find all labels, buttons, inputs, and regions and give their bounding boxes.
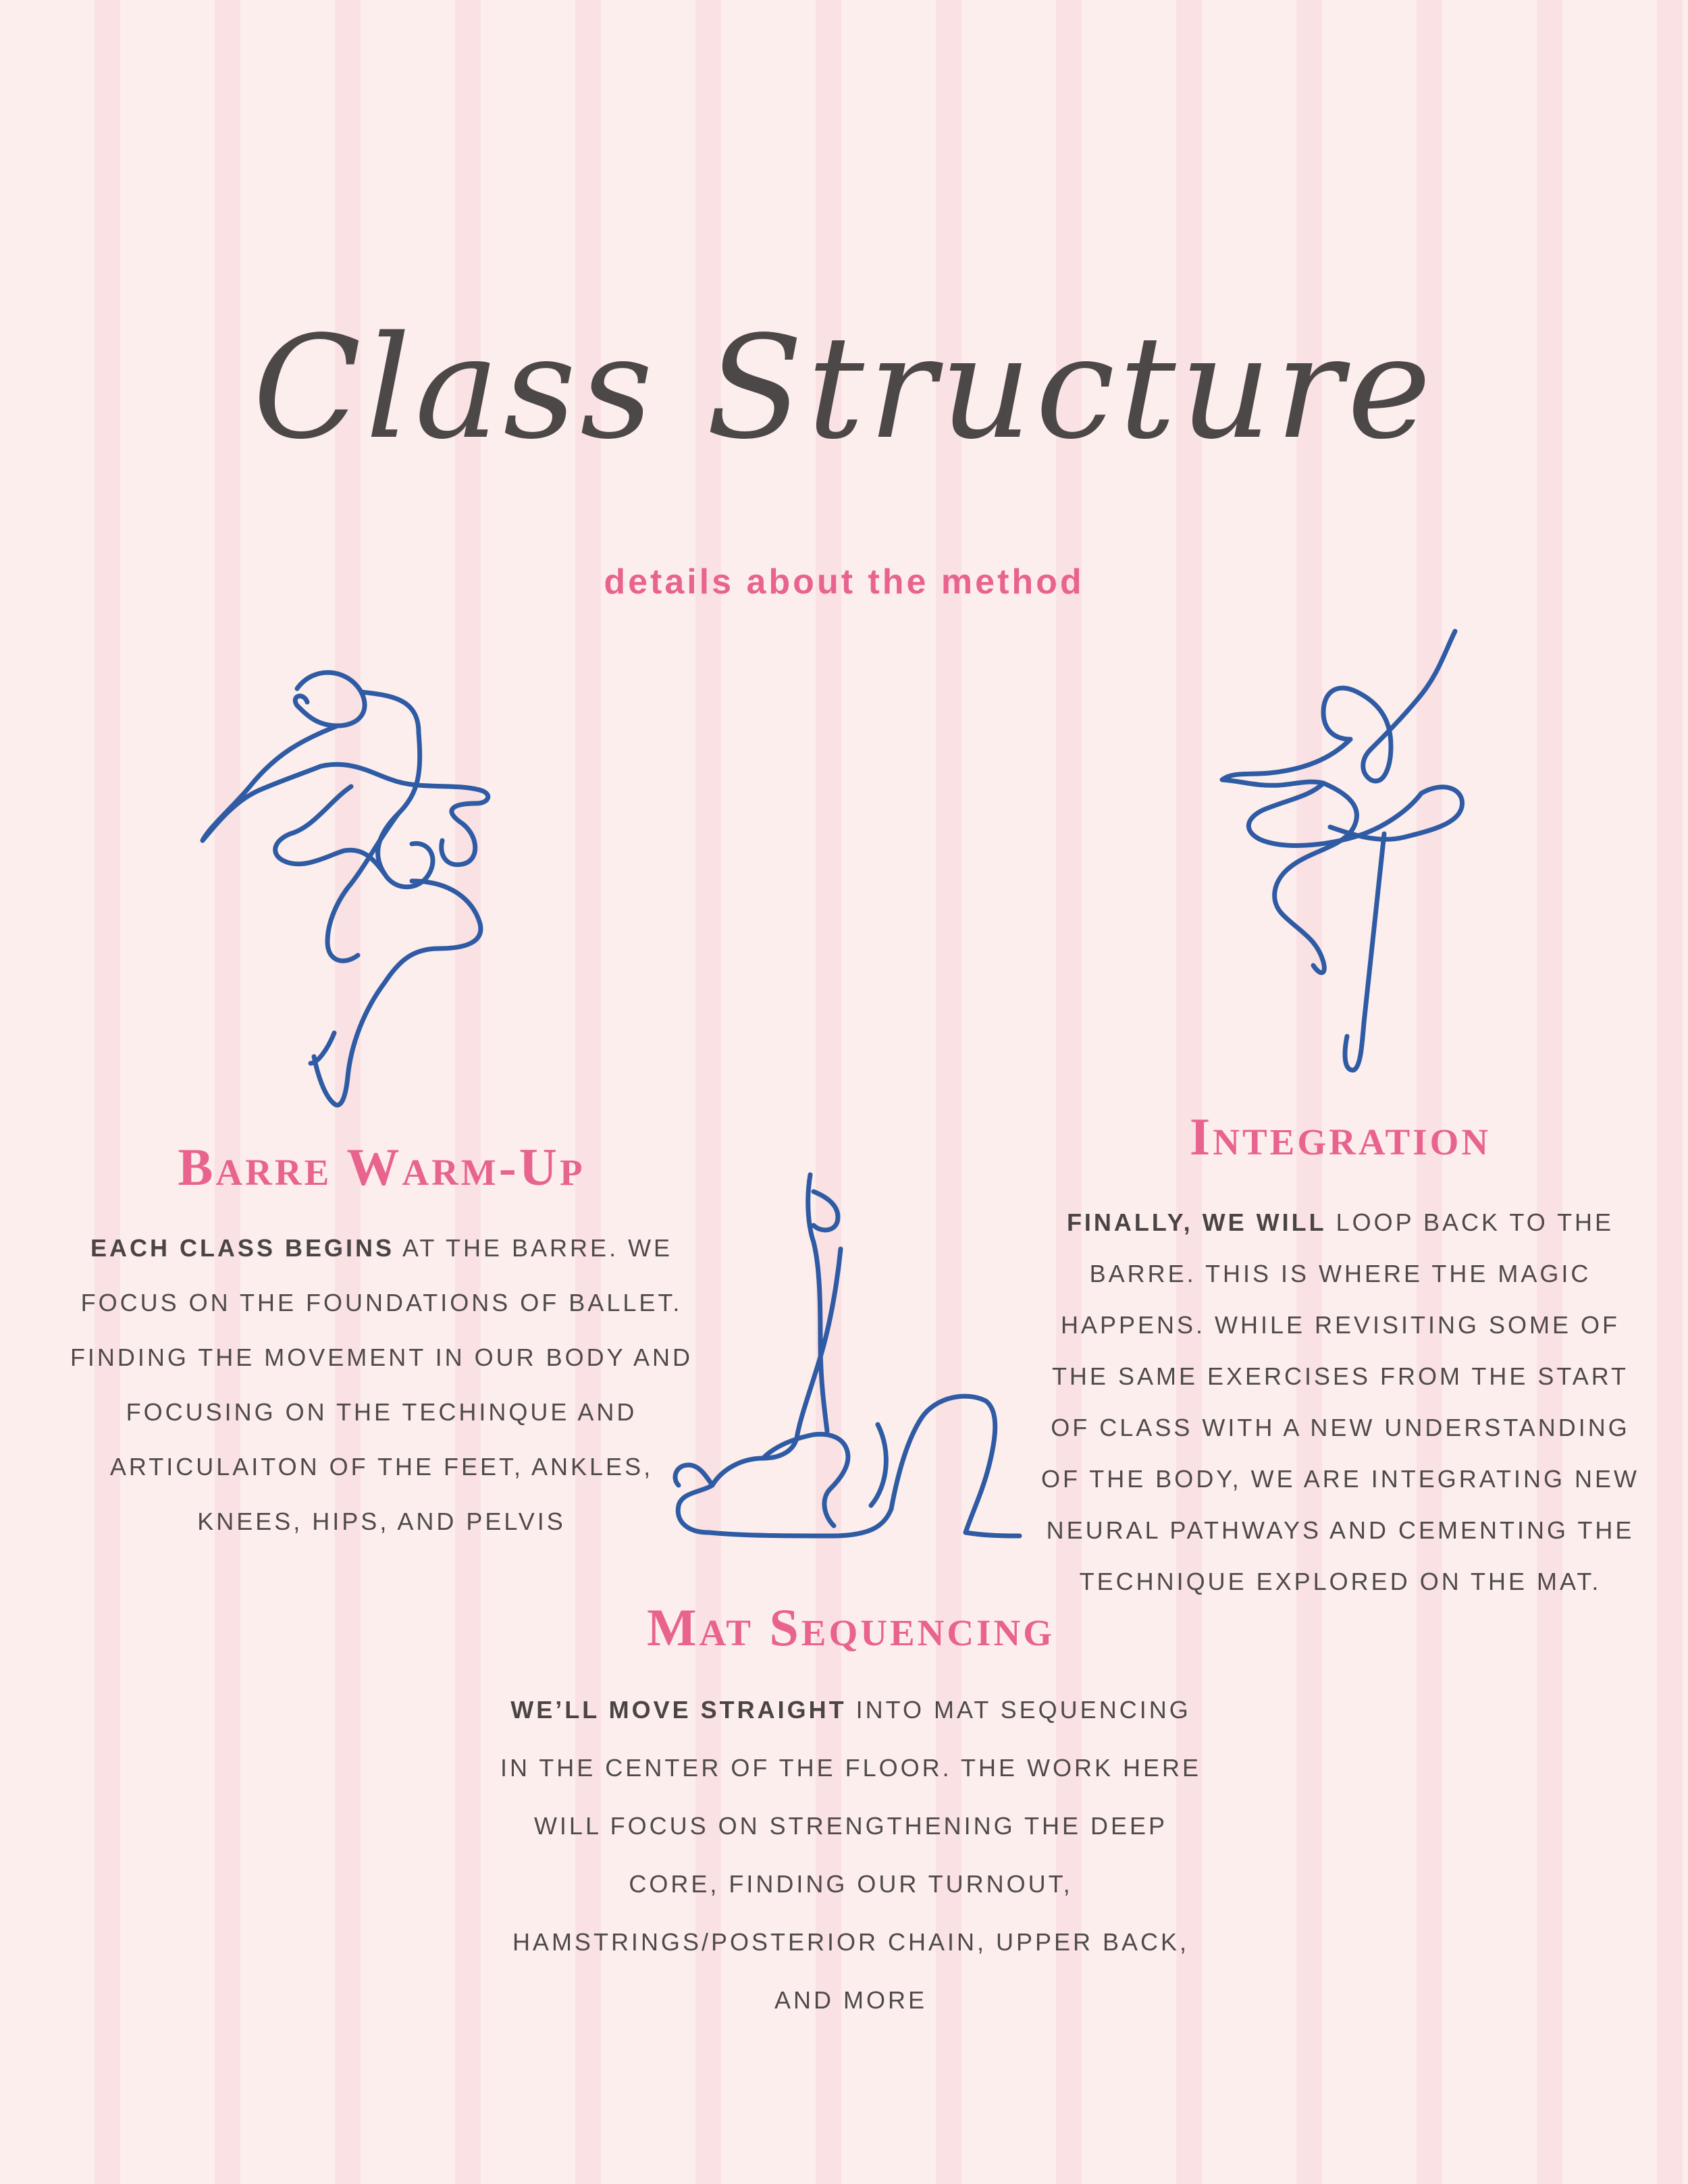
bridge-pose-line-art-icon (668, 1168, 1026, 1560)
section-text: INTO MAT SEQUENCING IN THE CENTER OF THE FLOOR. THE WORK HERE WILL FOCUS ON STRENGTHENING THE DEEP CORE, FINDING OUR TURNOUT, HAMSTRINGS/POSTERIOR CHAIN, UPPER BACK, AND MORE (500, 1696, 1202, 2014)
section-heading: Mat Sequencing (646, 1598, 1055, 1657)
section-heading: Integration (1189, 1107, 1492, 1166)
section-text: AT THE BARRE. WE FOCUS ON THE FOUNDATIONS OF BALLET. FINDING THE MOVEMENT IN OUR BODY AND FOCUSING ON THE TECHINQUE AND ARTICULAITON OF THE FEET, ANKLES, KNEES, HIPS, AND PELVIS (70, 1234, 693, 1535)
section-heading: Barre Warm-Up (178, 1138, 585, 1196)
section-lead: WE’LL MOVE STRAIGHT (510, 1696, 847, 1724)
section-barre-warm-up (64, 1138, 699, 1549)
section-lead: FINALLY, WE WILL (1066, 1208, 1327, 1236)
ballerina-arabesque-line-art-icon (1188, 624, 1472, 1084)
section-body (64, 1221, 699, 1549)
page-subtitle: details about the method (604, 562, 1084, 602)
section-body (1036, 1197, 1644, 1607)
page-title: Class Structure (253, 305, 1435, 471)
section-integration (1036, 1107, 1644, 1607)
section-text: LOOP BACK TO THE BARRE. THIS IS WHERE THE MAGIC HAPPENS. WHILE REVISITING SOME OF THE SAME EXERCISES FROM THE START OF CLASS WITH A NEW UNDERSTANDING OF THE BODY, WE ARE INTEGRATING NEW NEURAL PATHWAYS AND CEMENTING THE TECHNIQUE EXPLORED ON THE MAT. (1040, 1208, 1640, 1595)
section-mat-sequencing (500, 1598, 1202, 2029)
ballerina-line-art-icon (196, 658, 574, 1117)
section-lead: EACH CLASS BEGINS (90, 1234, 394, 1262)
section-body (500, 1681, 1202, 2029)
